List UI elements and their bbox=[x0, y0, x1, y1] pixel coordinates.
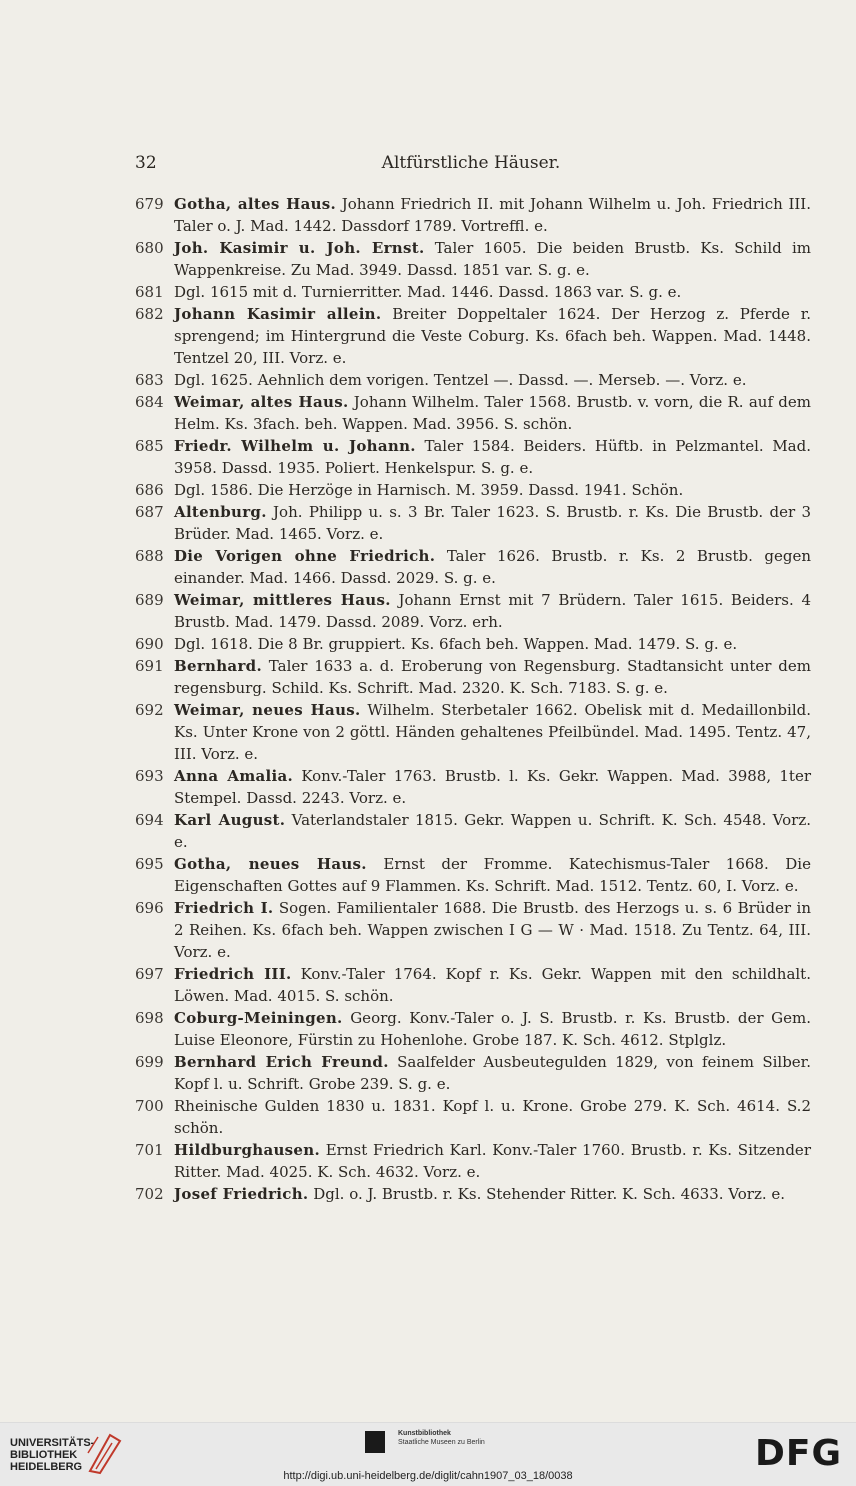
entry-number: 702 bbox=[135, 1185, 164, 1203]
catalog-entry bbox=[135, 1007, 811, 1051]
catalog-entry bbox=[135, 479, 811, 501]
entry-heading: Friedrich III. bbox=[174, 965, 292, 983]
catalog-entry bbox=[135, 963, 811, 1007]
entry-text: Johann Friedrich II. mit Johann Wilhelm u. Joh. Friedrich III. Taler o. J. Mad. 1442. Dassdorf 1789. Vortreffl. e. bbox=[174, 195, 811, 235]
entry-number: 683 bbox=[135, 371, 164, 389]
entry-text: Wilhelm. Sterbetaler 1662. Obelisk mit d. Medaillonbild. Ks. Unter Krone von 2 göttl. Händen gehaltenes Pfeilbündel. Mad. 1495. Tentz. 47, III. Vorz. e. bbox=[174, 701, 811, 763]
entry-number: 696 bbox=[135, 899, 164, 917]
entry-heading: Weimar, altes Haus. bbox=[174, 393, 349, 411]
entry-heading: Friedrich I. bbox=[174, 899, 274, 917]
footer-bar bbox=[0, 1422, 856, 1486]
catalog-entry bbox=[135, 391, 811, 435]
uni-line-2: BIBLIOTHEK bbox=[10, 1449, 78, 1461]
entry-text: Johann Wilhelm. Taler 1568. Brustb. v. vorn, die R. auf dem Helm. Ks. 3fach. beh. Wappen. Mad. 3956. S. schön. bbox=[174, 393, 811, 433]
entry-heading: Johann Kasimir allein. bbox=[174, 305, 382, 323]
entry-heading: Bernhard. bbox=[174, 657, 262, 675]
catalog-entry bbox=[135, 853, 811, 897]
entry-number: 701 bbox=[135, 1141, 164, 1159]
entry-text: Georg. Konv.-Taler o. J. S. Brustb. r. Ks. Brustb. der Gem. Luise Eleonore, Fürstin zu Hohenlohe. Grobe 187. K. Sch. 4612. Stplglz. bbox=[174, 1009, 811, 1049]
entry-heading: Altenburg. bbox=[174, 503, 267, 521]
entry-number: 682 bbox=[135, 305, 164, 323]
catalog-entry bbox=[135, 545, 811, 589]
entry-number: 698 bbox=[135, 1009, 164, 1027]
entry-number: 681 bbox=[135, 283, 164, 301]
catalog-entry bbox=[135, 809, 811, 853]
entry-heading: Anna Amalia. bbox=[174, 767, 294, 785]
entry-number: 699 bbox=[135, 1053, 164, 1071]
catalog-entry bbox=[135, 303, 811, 369]
entry-number: 692 bbox=[135, 701, 164, 719]
entry-heading: Hildburghausen. bbox=[174, 1141, 320, 1159]
entry-heading: Karl August. bbox=[174, 811, 286, 829]
entry-text: Taler 1626. Brustb. r. Ks. 2 Brustb. gegen einander. Mad. 1466. Dassd. 2029. S. g. e. bbox=[174, 547, 811, 587]
catalog-entry bbox=[135, 237, 811, 281]
entry-number: 686 bbox=[135, 481, 164, 499]
source-url[interactable]: http://digi.ub.uni-heidelberg.de/diglit/cahn1907_03_18/0038 bbox=[283, 1470, 573, 1482]
entry-heading: Gotha, altes Haus. bbox=[174, 195, 337, 213]
entry-number: 690 bbox=[135, 635, 164, 653]
entry-number: 700 bbox=[135, 1097, 164, 1115]
catalog-entry bbox=[135, 897, 811, 963]
entry-number: 679 bbox=[135, 195, 164, 213]
catalog-entry bbox=[135, 193, 811, 237]
entry-number: 687 bbox=[135, 503, 164, 521]
entry-text: Ernst Friedrich Karl. Konv.-Taler 1760. Brustb. r. Ks. Sitzender Ritter. Mad. 4025. K. Sch. 4632. Vorz. e. bbox=[174, 1141, 811, 1181]
catalog-entry bbox=[135, 589, 811, 633]
entry-heading: Weimar, mittleres Haus. bbox=[174, 591, 391, 609]
entry-text: Breiter Doppeltaler 1624. Der Herzog z. Pferde r. sprengend; im Hintergrund die Veste Coburg. Ks. 6fach beh. Wappen. Mad. 1448. Tentzel 20, III. Vorz. e. bbox=[174, 305, 811, 367]
catalog-entry bbox=[135, 369, 811, 391]
entry-text: Dgl. 1618. Die 8 Br. gruppiert. Ks. 6fach beh. Wappen. Mad. 1479. S. g. e. bbox=[174, 635, 738, 653]
entry-text: Johann Ernst mit 7 Brüdern. Taler 1615. Beiders. 4 Brustb. Mad. 1479. Dassd. 2089. Vorz. erh. bbox=[174, 591, 811, 631]
entry-number: 697 bbox=[135, 965, 164, 983]
catalog-entry bbox=[135, 281, 811, 303]
entry-heading: Bernhard Erich Freund. bbox=[174, 1053, 389, 1071]
entry-text: Konv.-Taler 1763. Brustb. l. Ks. Gekr. Wappen. Mad. 3988, 1ter Stempel. Dassd. 2243. Vorz. e. bbox=[174, 767, 811, 807]
entry-number: 695 bbox=[135, 855, 164, 873]
kb-name: Kunstbibliothek bbox=[398, 1430, 451, 1437]
page-header bbox=[135, 153, 807, 181]
entry-text: Taler 1633 a. d. Eroberung von Regensburg. Stadtansicht unter dem regensburg. Schild. Ks. Schrift. Mad. 2320. K. Sch. 7183. S. g. e. bbox=[174, 657, 811, 697]
entry-text: Rheinische Gulden 1830 u. 1831. Kopf l. u. Krone. Grobe 279. K. Sch. 4614. S. schön. bbox=[174, 1097, 802, 1137]
entry-number: 689 bbox=[135, 591, 164, 609]
kunstbibliothek-label bbox=[398, 1429, 485, 1447]
entry-heading: Die Vorigen ohne Friedrich. bbox=[174, 547, 436, 565]
entry-number: 693 bbox=[135, 767, 164, 785]
entry-text: Dgl. o. J. Brustb. r. Ks. Stehender Ritter. K. Sch. 4633. Vorz. e. bbox=[313, 1185, 786, 1203]
entry-number: 688 bbox=[135, 547, 164, 565]
entry-text: Joh. Philipp u. s. 3 Br. Taler 1623. S. Brustb. r. Ks. Die Brustb. der 3 Brüder. Mad. 1465. Vorz. e. bbox=[174, 503, 811, 543]
catalog-entry bbox=[135, 1183, 811, 1205]
catalog-entry bbox=[135, 501, 811, 545]
entry-text: Saalfelder Ausbeutegulden 1829, von feinem Silber. Kopf l. u. Schrift. Grobe 239. S. g. e. bbox=[174, 1053, 811, 1093]
entry-number: 680 bbox=[135, 239, 164, 257]
entry-text: Dgl. 1615 mit d. Turnierritter. Mad. 1446. Dassd. 1863 var. S. g. e. bbox=[174, 283, 682, 301]
catalog-entry bbox=[135, 633, 811, 655]
catalog-entry bbox=[135, 655, 811, 699]
catalog-entry bbox=[135, 1051, 811, 1095]
entry-text: Konv.-Taler 1764. Kopf r. Ks. Gekr. Wappen mit den schildhalt. Löwen. Mad. 4015. S. schön. bbox=[174, 965, 811, 1005]
entry-text: Taler 1605. Die beiden Brustb. Ks. Schild im Wappenkreise. Zu Mad. 3949. Dassd. 1851 var. S. g. e. bbox=[174, 239, 811, 279]
entry-number: 694 bbox=[135, 811, 164, 829]
entry-heading: Josef Friedrich. bbox=[174, 1185, 309, 1203]
entry-text: Taler 1584. Beiders. Hüftb. in Pelzmantel. Mad. 3958. Dassd. 1935. Poliert. Henkelspur. S. g. e. bbox=[174, 437, 811, 477]
heidelberg-logo-icon bbox=[84, 1431, 124, 1475]
uni-line-3: HEIDELBERG bbox=[10, 1461, 83, 1473]
entry-heading: Gotha, neues Haus. bbox=[174, 855, 367, 873]
entry-text: Ernst der Fromme. Katechismus-Taler 1668. Die Eigenschaften Gottes auf 9 Flammen. Ks. Schrift. Mad. 1512. Tentz. 60, I. Vorz. e. bbox=[174, 855, 811, 895]
catalog-entry bbox=[135, 699, 811, 765]
page-title: Altfürstliche Häuser. bbox=[381, 153, 561, 173]
uni-line-1: UNIVERSITÄTS- bbox=[10, 1437, 95, 1449]
catalog-entry bbox=[135, 435, 811, 479]
catalog-entry bbox=[135, 1095, 811, 1139]
university-library-label bbox=[10, 1437, 94, 1473]
entry-heading: Coburg-Meiningen. bbox=[174, 1009, 343, 1027]
entry-text: Dgl. 1625. Aehnlich dem vorigen. Tentzel —. Dassd. —. Merseb. —. Vorz. e. bbox=[174, 371, 747, 389]
entry-text: Dgl. 1586. Die Herzöge in Harnisch. M. 3959. Dassd. 1941. Schön. bbox=[174, 481, 684, 499]
entry-text: Sogen. Familientaler 1688. Die Brustb. des Herzogs u. s. 6 Brüder in 2 Reihen. Ks. 6fach beh. Wappen zwischen I G — W · Mad. 1518. Zu Tentz. 64, III. Vorz. e. bbox=[174, 899, 811, 961]
entry-text: Vaterlandstaler 1815. Gekr. Wappen u. Schrift. K. Sch. 4548. Vorz. e. bbox=[174, 811, 811, 851]
entry-number: 691 bbox=[135, 657, 164, 675]
entry-heading: Friedr. Wilhelm u. Johann. bbox=[174, 437, 416, 455]
catalog-entries bbox=[135, 193, 811, 1205]
catalog-entry bbox=[135, 765, 811, 809]
entry-number: 684 bbox=[135, 393, 164, 411]
dfg-logo: DFG bbox=[754, 1433, 842, 1474]
catalog-entry bbox=[135, 1139, 811, 1183]
entry-margin-note: 2 bbox=[801, 1097, 811, 1115]
entry-number: 685 bbox=[135, 437, 164, 455]
page-number: 32 bbox=[135, 153, 157, 173]
entry-heading: Joh. Kasimir u. Joh. Ernst. bbox=[174, 239, 425, 257]
entry-heading: Weimar, neues Haus. bbox=[174, 701, 361, 719]
kunstbibliothek-logo-icon bbox=[365, 1431, 385, 1453]
kb-sub: Staatliche Museen zu Berlin bbox=[398, 1439, 485, 1446]
